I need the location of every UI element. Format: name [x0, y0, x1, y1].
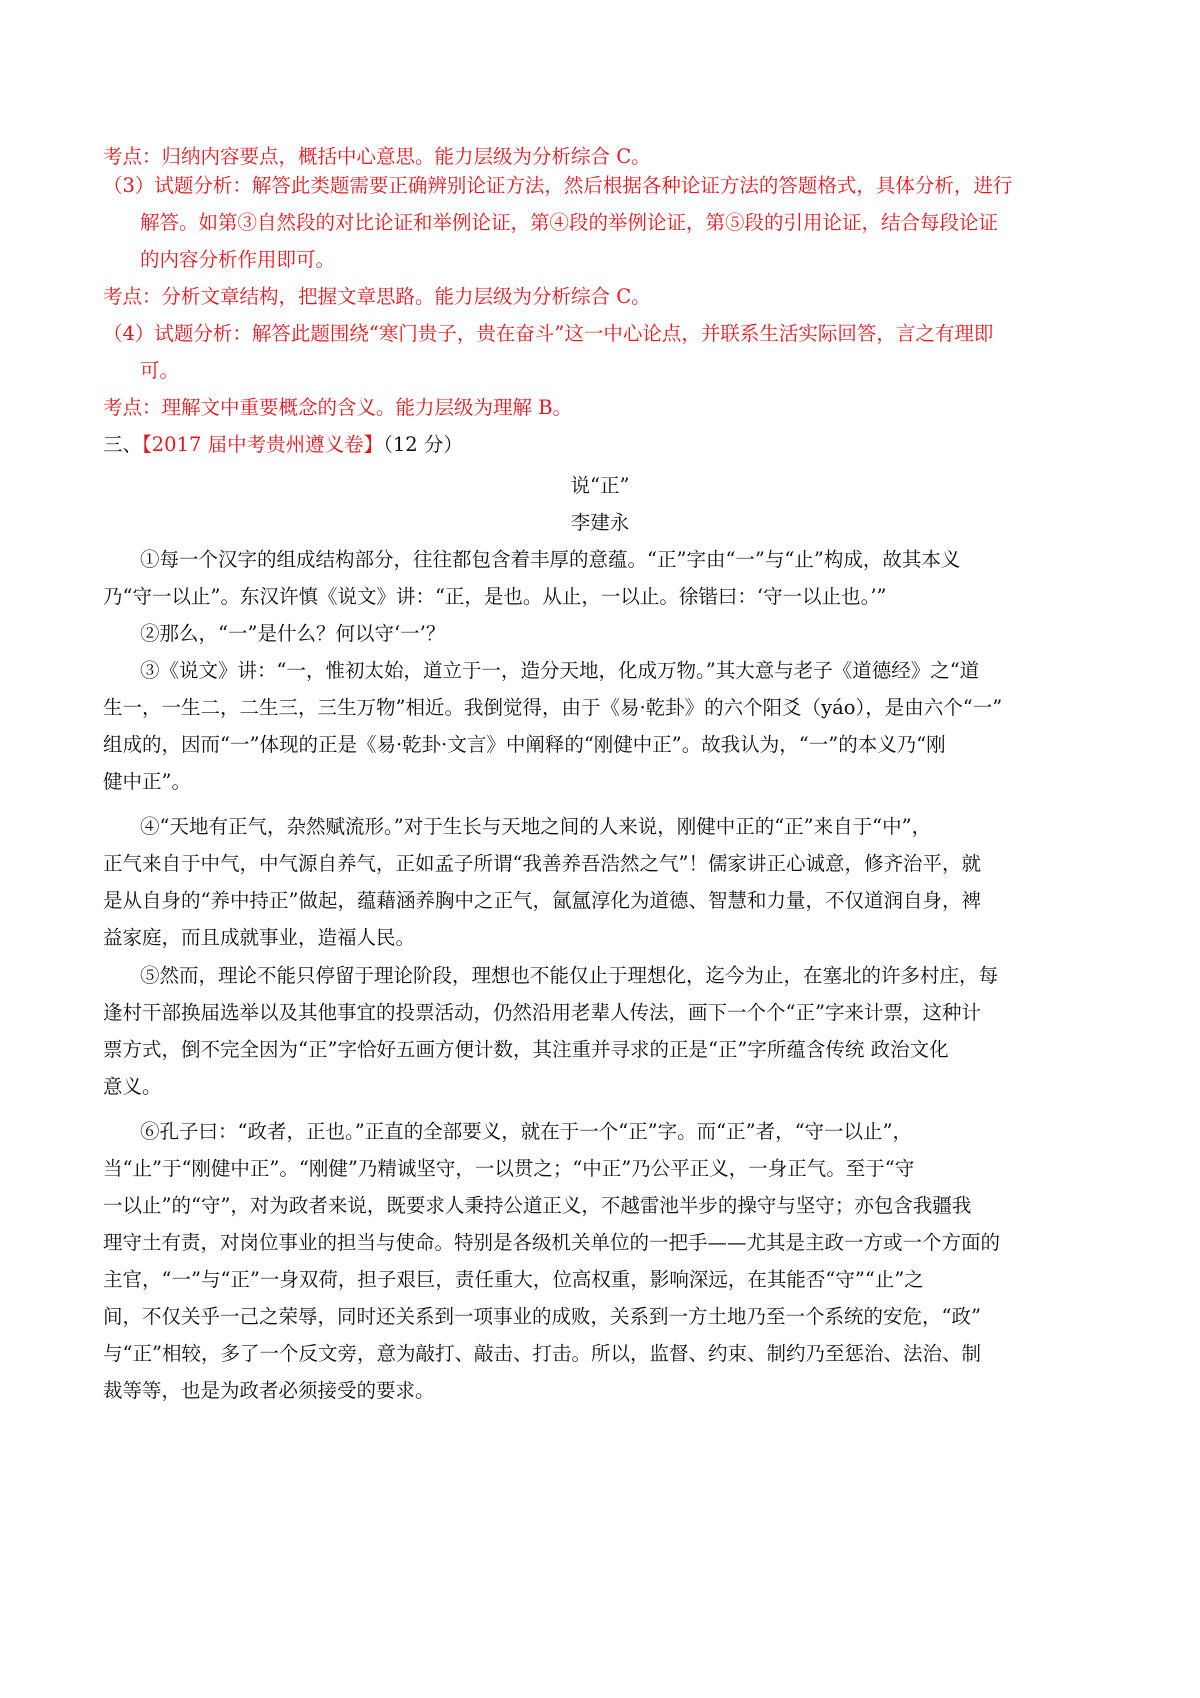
analysis-q4-line-1: （4）试题分析：解答此题围绕“寒门贵子，贵在奋斗”这一中心论点，并联系生活实际回答，言之有理即 — [103, 322, 994, 345]
article-line: 票方式，倒不完全因为“正”字恰好五画方便计数，其注重并寻求的正是“正”字所蕴含传统 政治文化 — [103, 1038, 949, 1061]
article-line: 是从自身的“养中持正”做起，蕴藉涵养胸中之正气，氤氲淳化为道德、智慧和力量，不仅道润自身，裨 — [103, 889, 981, 912]
article-line: ⑤然而，理论不能只停留于理论阶段，理想也不能仅止于理想化，迄今为止，在塞北的许多村庄，每 — [140, 964, 999, 987]
article-line: 组成的，因而“一”体现的正是《易·乾卦·文言》中阐释的“刚健中正”。故我认为，“一”的本义乃“刚 — [103, 733, 946, 756]
analysis-q3-line-2: 解答。如第③自然段的对比论证和举例论证，第④段的举例论证，第⑤段的引用论证，结合每段论证 — [140, 211, 999, 234]
article-line: ①每一个汉字的组成结构部分，往往都包含着丰厚的意蕴。“正”字由“一”与“止”构成，故其本义 — [140, 548, 961, 571]
article-line: ③《说文》讲：“一，惟初太始，道立于一，造分天地，化成万物。”其大意与老子《道德经》之“道 — [140, 659, 980, 682]
article-line: 正气来自于中气，中气源自养气，正如孟子所谓“我善养吾浩然之气”！儒家讲正心诚意，修齐治平，就 — [103, 852, 981, 875]
article-line: 生一，一生二，二生三，三生万物”相近。我倒觉得，由于《易·乾卦》的六个阳爻（yáo），是由六个“一” — [103, 696, 1003, 719]
article-line: 一以止”的“守”，对为政者来说，既要求人秉持公道正义，不越雷池半步的操守与坚守；亦包含我疆我 — [103, 1194, 972, 1217]
analysis-q3-line-3: 的内容分析作用即可。 — [140, 248, 336, 271]
section-score: （12 分） — [383, 433, 463, 456]
article-line: 当“止”于“刚健中正”。“刚健”乃精诚坚守，一以贯之；“中正”乃公平正义，一身正气。至于“守 — [103, 1157, 915, 1180]
article-line: ④“天地有正气，杂然赋流形。”对于生长与天地之间的人来说，刚健中正的“正”来自于“中”， — [140, 815, 932, 838]
article-author: 李建永 — [570, 511, 630, 534]
article-title: 说“正” — [570, 474, 630, 497]
article-line: 裁等等，也是为政者必须接受的要求。 — [103, 1379, 435, 1402]
section-prefix: 三、 — [103, 433, 143, 456]
analysis-q3-line-1: （3）试题分析：解答此类题需要正确辨别论证方法，然后根据各种论证方法的答题格式，具体分析，进行 — [103, 174, 1013, 197]
kaodian-2: 考点：归纳内容要点，概括中心意思。能力层级为分析综合 C。 — [103, 145, 651, 168]
section-heading — [103, 432, 463, 458]
article-line: ⑥孔子曰：“政者，正也。”正直的全部要义，就在于一个“正”字。而“正”者，“守一以止”， — [140, 1120, 913, 1143]
section-source: 【2017 届中考贵州遵义卷】 — [142, 433, 384, 456]
article-line: 益家庭，而且成就事业，造福人民。 — [103, 926, 416, 949]
article-line: 间，不仅关乎一己之荣辱，同时还关系到一项事业的成败，关系到一方土地乃至一个系统的安危，“政” — [103, 1305, 981, 1328]
article-line: 乃“守一以止”。东汉许慎《说文》讲：“正，是也。从止，一以止。徐锴曰：‘守一以止也。’” — [103, 585, 887, 608]
kaodian-3: 考点：分析文章结构，把握文章思路。能力层级为分析综合 C。 — [103, 285, 651, 308]
kaodian-4: 考点：理解文中重要概念的含义。能力层级为理解 B。 — [103, 396, 573, 419]
analysis-q4-line-2: 可。 — [140, 359, 180, 382]
article-line: 逢村干部换届选举以及其他事宜的投票活动，仍然沿用老辈人传法，画下一个个“正”字来计票，这种计 — [103, 1001, 981, 1024]
article-line: ②那么，“一”是什么？何以守‘一’？ — [140, 622, 446, 645]
article-line: 意义。 — [103, 1075, 162, 1098]
article-line: 与“正”相较，多了一个反文旁，意为敲打、敲击、打击。所以，监督、约束、制约乃至惩治、法治、制 — [103, 1342, 981, 1365]
article-line: 理守土有责，对岗位事业的担当与使命。特别是各级机关单位的一把手——尤其是主政一方或一个方面的 — [103, 1231, 1001, 1254]
article-line: 主官，“一”与“正”一身双荷，担子艰巨，责任重大，位高权重，影响深远，在其能否“守”“止”之 — [103, 1268, 924, 1291]
article-line: 健中正”。 — [103, 770, 191, 793]
